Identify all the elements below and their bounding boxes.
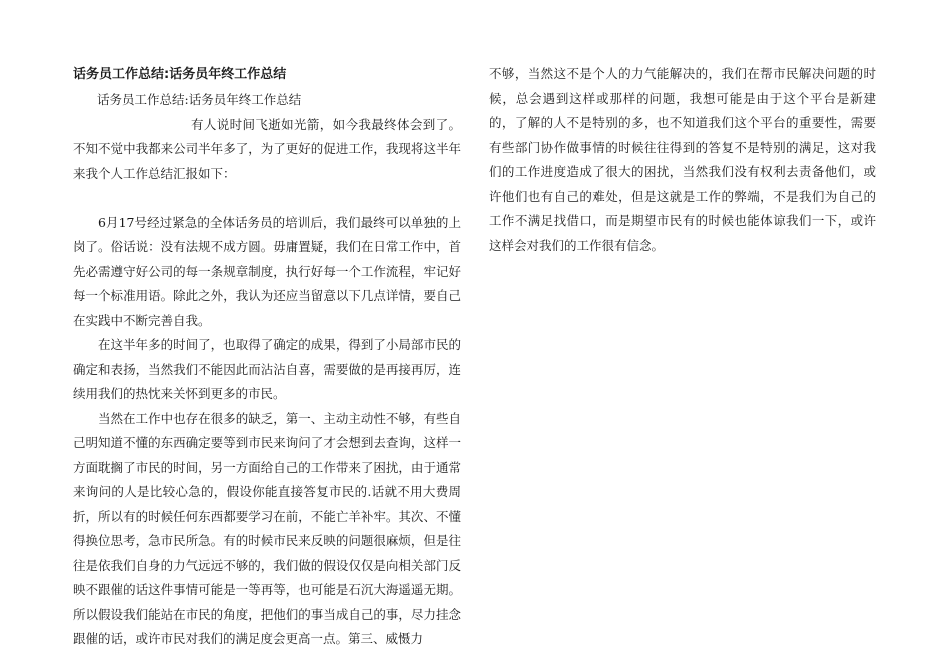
document-title: 话务员工作总结:话务员年终工作总结 — [73, 67, 287, 82]
left-column — [73, 62, 461, 652]
intro-paragraph: 有人说时间飞逝如光箭，如今我最终体会到了。不知不觉中我都来公司半年多了，为了更好的促进工作，我现将这半年来我个人工作总结汇报如下： — [73, 116, 461, 181]
document-subtitle: 话务员工作总结:话务员年终工作总结 — [97, 92, 302, 107]
blank-line — [73, 186, 461, 211]
body-paragraph-training: 6月17号经过紧急的全体话务员的培训后，我们最终可以单独的上岗了。俗话说：没有法规不成方圆。毋庸置疑，我们在日常工作中，首先必需遵守好公司的每一条规章制度，执行好每一个工作流程，牢记好每一个标准用语。除此之外，我认为还应当留意以下几点详情，要自己在实践中不断完善自我。 — [73, 214, 461, 328]
continuation-paragraph: 不够，当然这不是个人的力气能解决的，我们在帮市民解决问题的时候，总会遇到这样或那样的问题，我想可能是由于这个平台是新建的，了解的人不是特别的多，也不知道我们这个平台的重要性，需要有些部门协作做事情的时候往往得到的答复不是特别的满足，这对我们的工作进度造成了很大的困扰，当然我们没有权利去责备他们，或许他们也有自己的难处，但是这就是工作的弊端，不是我们为自己的工作不满足找借口，而是期望市民有的时候也能体谅我们一下，或许这样会对我们的工作很有信念。 — [489, 66, 876, 253]
body-paragraph-results: 在这半年多的时间了，也取得了确定的成果，得到了小局部市民的确定和表扬，当然我们不能因此而沾沾自喜，需要做的是再接再厉，连续用我们的热忱来关怀到更多的市民。 — [73, 337, 461, 401]
right-column — [489, 62, 876, 258]
body-paragraph-shortcomings: 当然在工作中也存在很多的缺乏，第一、主动主动性不够，有些自己明知道不懂的东西确定要等到市民来询问了才会想到去查询，这样一方面耽搁了市民的时间，另一方面给自己的工作带来了困扰，由于通常来询问的人是比较心急的，假设你能直接答复市民的.话就不用大费周折，所以有的时候任何东西都要学习在前，不能亡羊补牢。其次、不懂得换位思考，急市民所急。有的时候市民来反映的问题很麻烦，但是往往是依我们自身的力气远远不够的，我们做的假设仅仅是向相关部门反映不跟催的话这件事情可能是一等再等，也可能是石沉大海遥遥无期。所以假设我们能站在市民的角度，把他们的事当成自己的事，尽力挂念跟催的话，或许市民对我们的满足度会更高一点。第三、威慑力 — [73, 410, 461, 646]
